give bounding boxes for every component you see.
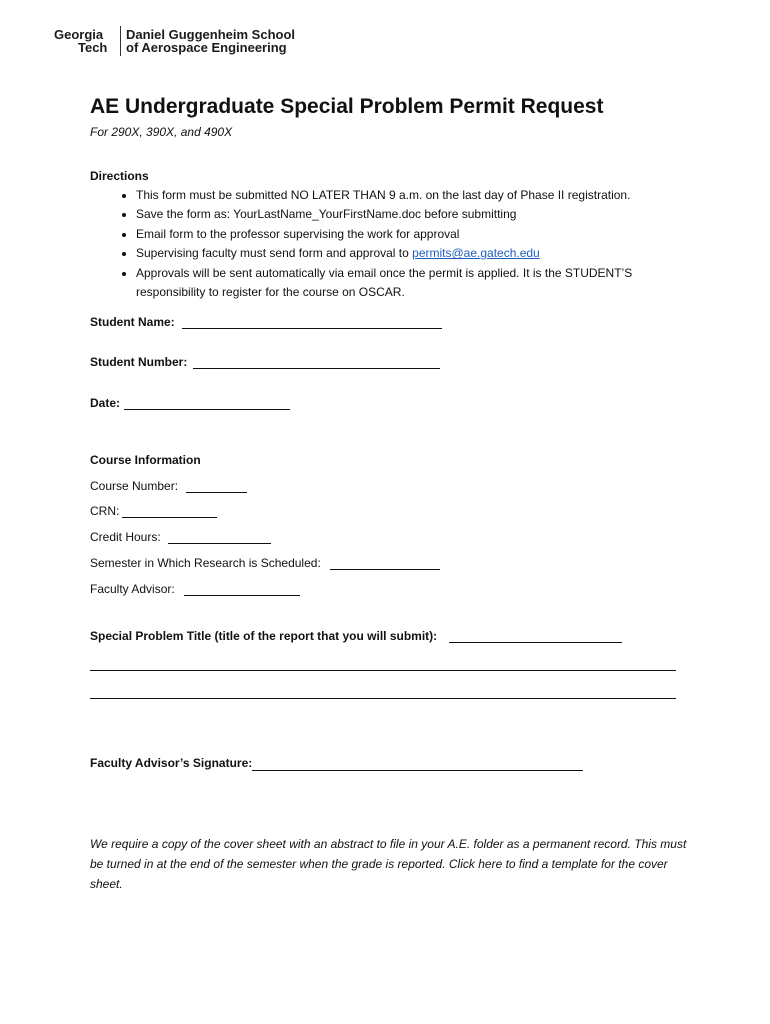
- signature-label: Faculty Advisor’s Signature:: [90, 756, 253, 770]
- page-subtitle: For 290X, 390X, and 490X: [90, 125, 233, 139]
- directions-heading: Directions: [90, 169, 149, 183]
- semester-label: Semester in Which Research is Scheduled:: [90, 556, 321, 570]
- special-problem-title-label: Special Problem Title (title of the report that you will submit):: [90, 629, 438, 643]
- list-item: • This form must be submitted NO LATER THAN 9 a.m. on the last day of Phase II registration.: [136, 186, 696, 205]
- course-number-field[interactable]: [186, 492, 247, 493]
- date-field[interactable]: [124, 409, 290, 410]
- student-name-field[interactable]: [182, 328, 442, 329]
- signature-field[interactable]: [252, 770, 583, 771]
- logo-divider: [120, 26, 121, 56]
- list-item: • Save the form as: YourLastName_YourFirstName.doc before submitting: [136, 205, 696, 224]
- student-number-field[interactable]: [193, 368, 440, 369]
- credit-hours-label: Credit Hours:: [90, 530, 161, 544]
- list-item: • Supervising faculty must send form and approval to permits@ae.gatech.edu: [136, 244, 696, 263]
- semester-field[interactable]: [330, 569, 440, 570]
- faculty-advisor-label: Faculty Advisor:: [90, 582, 175, 596]
- student-name-label: Student Name:: [90, 315, 175, 329]
- student-number-label: Student Number:: [90, 355, 188, 369]
- directions-list: [112, 186, 696, 302]
- crn-field[interactable]: [122, 517, 217, 518]
- list-item: • Email form to the professor supervising the work for approval: [136, 225, 696, 244]
- crn-label: CRN:: [90, 504, 120, 518]
- school-name: Daniel Guggenheim School of Aerospace Engineering: [126, 27, 296, 55]
- permits-email-link[interactable]: permits@ae.gatech.edu: [412, 246, 540, 261]
- list-item: • Approvals will be sent automatically via email once the permit is applied. It is the STUDENT’S responsibility to register for the course on OSCAR.: [136, 264, 696, 303]
- date-label: Date:: [90, 396, 121, 410]
- credit-hours-field[interactable]: [168, 543, 271, 544]
- georgia-tech-logo: [54, 26, 354, 58]
- special-problem-title-line-3[interactable]: [90, 698, 676, 699]
- course-info-heading: Course Information: [90, 453, 201, 467]
- faculty-advisor-field[interactable]: [184, 595, 300, 596]
- page-title: AE Undergraduate Special Problem Permit Request: [90, 95, 604, 118]
- special-problem-title-field[interactable]: [449, 642, 622, 643]
- special-problem-title-line-2[interactable]: [90, 670, 676, 671]
- cover-sheet-note: We require a copy of the cover sheet with an abstract to file in your A.E. folder as a permanent record. This must be turned in at the end of the semester when the grade is reported. Click here to find a template for the cover sheet.: [90, 837, 687, 891]
- course-number-label: Course Number:: [90, 479, 179, 493]
- gt-wordmark: Georgia Tech: [54, 27, 108, 55]
